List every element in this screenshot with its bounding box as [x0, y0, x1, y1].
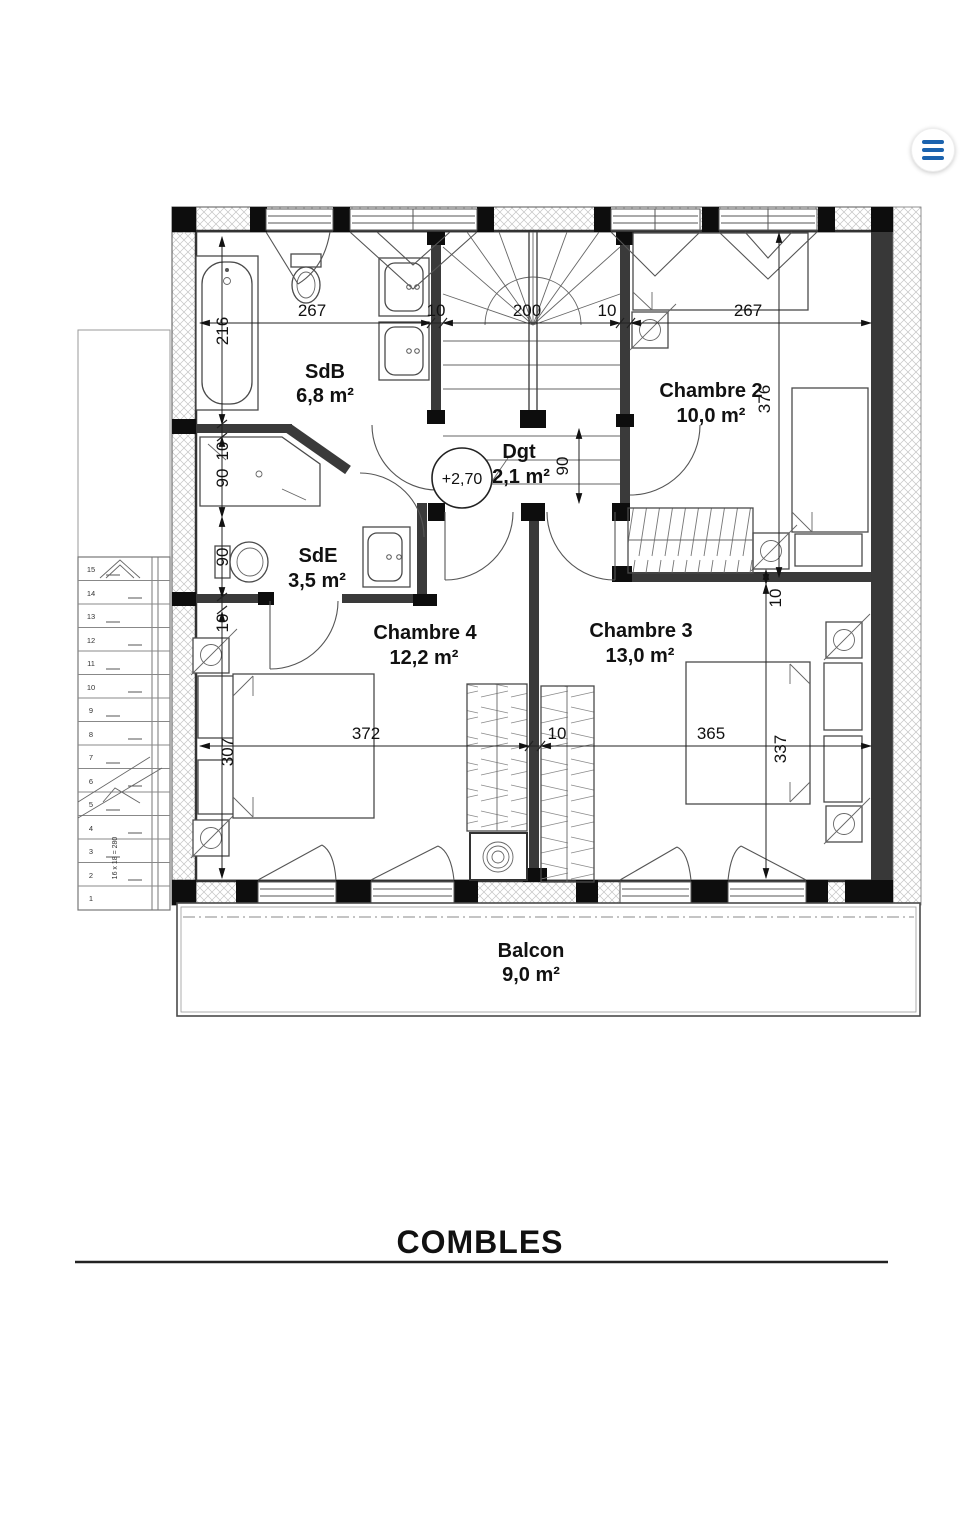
svg-text:9: 9 — [88, 706, 94, 715]
stair-post — [520, 410, 546, 428]
wall-right — [871, 207, 893, 905]
svg-text:6: 6 — [88, 777, 94, 786]
dim-dgt-90: 90 — [553, 456, 572, 476]
nightstand — [198, 760, 238, 814]
level-value: +2,70 — [441, 471, 483, 488]
room-label-chambre4: Chambre 4 — [373, 622, 477, 644]
svg-text:12: 12 — [86, 636, 96, 645]
flue — [470, 833, 527, 880]
svg-text:13: 13 — [86, 612, 96, 621]
dim-top-wall2: 10 — [597, 301, 617, 320]
room-area-balcon: 9,0 m² — [502, 964, 560, 986]
room-label-balcon: Balcon — [497, 940, 565, 962]
wall-left — [172, 207, 196, 905]
dim-right-337: 337 — [771, 734, 790, 764]
floor-title: COMBLES — [396, 1224, 564, 1260]
dim-right-10: 10 — [766, 588, 785, 608]
dim-left-216: 216 — [213, 316, 232, 346]
dim-right-376: 376 — [755, 384, 774, 414]
nightstand — [198, 676, 238, 738]
room-area-sde: 3,5 m² — [288, 570, 346, 592]
stair-formula: 16 x 18 = 280 — [112, 836, 119, 880]
svg-text:7: 7 — [88, 753, 94, 762]
window-stairs-top — [350, 209, 477, 230]
landing-area — [78, 330, 170, 557]
svg-text:3: 3 — [88, 847, 94, 856]
wardrobe — [628, 508, 753, 573]
balcony — [177, 903, 920, 1016]
window-chambre3-bottom-2 — [728, 882, 806, 903]
wall-right-insulation — [893, 207, 921, 905]
dim-top-sdb: 267 — [297, 301, 327, 320]
room-area-chambre2: 10,0 m² — [676, 405, 746, 427]
window-chambre2-top-1 — [611, 209, 700, 230]
bed-single-right — [792, 388, 868, 532]
svg-text:1: 1 — [88, 894, 94, 903]
washbasin-sde — [363, 527, 410, 587]
window-chambre2-top-2 — [719, 209, 817, 230]
dim-left-90b: 90 — [213, 547, 232, 567]
svg-text:11: 11 — [87, 659, 95, 668]
dim-left-307: 307 — [218, 737, 237, 767]
dim-bottom-372: 372 — [351, 724, 381, 743]
room-area-sdb: 6,8 m² — [296, 385, 354, 407]
window-chambre4-bottom-2 — [371, 882, 454, 903]
room-label-chambre2: Chambre 2 — [659, 380, 763, 402]
room-label-sdb: SdB — [305, 361, 345, 383]
window-chambre4-bottom-1 — [258, 882, 336, 903]
floor-title-block — [75, 1224, 888, 1262]
svg-text:15: 15 — [86, 565, 96, 574]
closet-right — [541, 686, 594, 882]
nightstand — [824, 663, 862, 730]
menu-button[interactable] — [911, 128, 955, 172]
dim-bottom-365: 365 — [696, 724, 726, 743]
dim-bottom-10: 10 — [547, 724, 567, 743]
dim-left-90a: 90 — [213, 468, 232, 488]
window-sdb-top — [266, 209, 333, 230]
dim-top-wall1: 10 — [426, 301, 446, 320]
level-marker — [432, 448, 492, 508]
svg-text:8: 8 — [88, 730, 94, 739]
room-label-dgt: Dgt — [502, 441, 536, 463]
dim-top-stairs: 200 — [512, 301, 542, 320]
room-area-dgt: 2,1 m² — [492, 466, 550, 488]
svg-text:5: 5 — [88, 800, 94, 809]
dim-left-10a: 10 — [213, 441, 232, 461]
nightstand — [795, 534, 862, 566]
svg-text:10: 10 — [86, 683, 96, 692]
svg-text:2: 2 — [88, 871, 94, 880]
room-label-sde: SdE — [298, 545, 338, 567]
window-chambre3-bottom-1 — [620, 882, 691, 903]
svg-text:4: 4 — [88, 824, 94, 833]
room-area-chambre4: 12,2 m² — [389, 647, 459, 669]
room-label-chambre3: Chambre 3 — [589, 620, 693, 642]
room-area-chambre3: 13,0 m² — [605, 645, 675, 667]
dim-top-chambre2: 267 — [733, 301, 763, 320]
closet-left — [467, 684, 527, 831]
dim-left-10b: 10 — [213, 613, 232, 633]
exterior-staircase — [78, 330, 170, 910]
svg-text:14: 14 — [86, 589, 96, 598]
